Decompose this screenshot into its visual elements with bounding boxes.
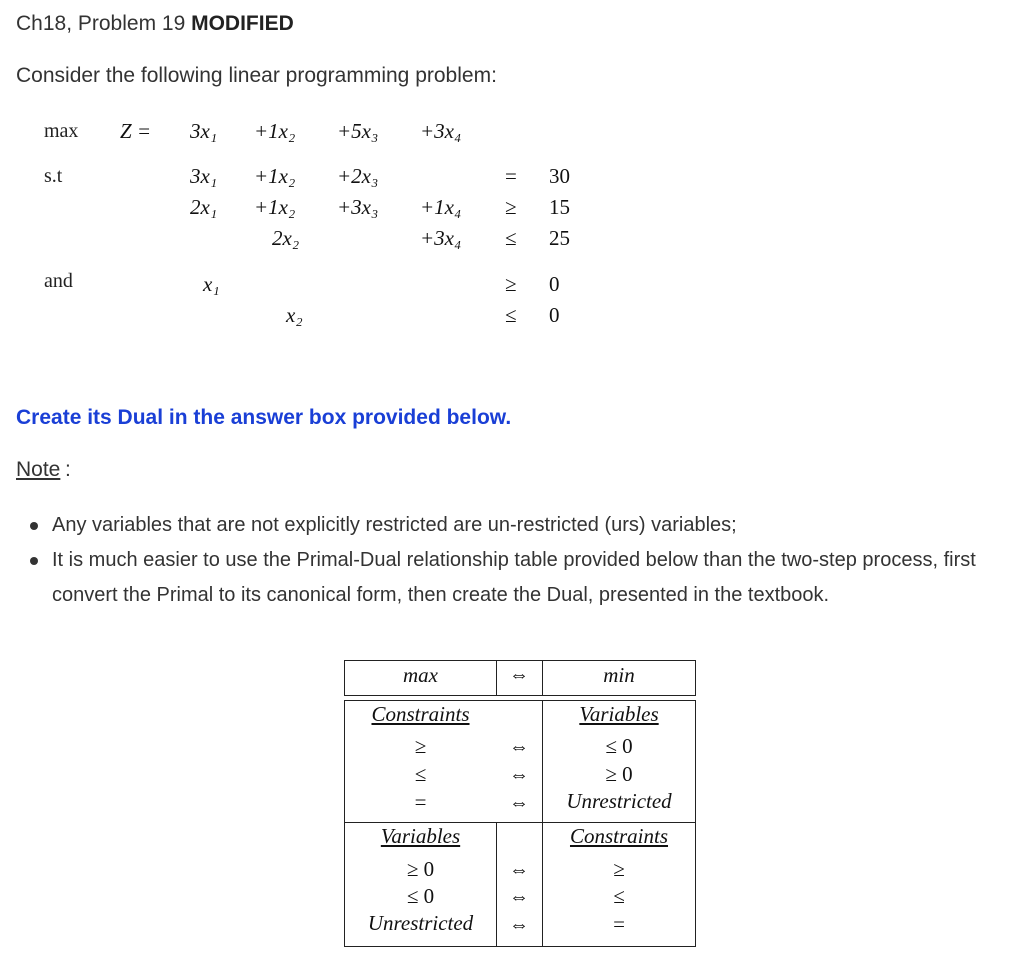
bullet-text: It is much easier to use the Primal-Dual relationship table provided below than the two-step process, first convert the Primal to its canonical form, then create the Dual, presented in the textbook. [52, 549, 976, 606]
sign-var: x₁ [203, 272, 220, 296]
section-title-constraints: Constraints [569, 824, 669, 848]
z-label: Z = [120, 119, 152, 143]
header-equivalence-icon: ⇔ [509, 664, 529, 686]
min-sign: ≤ 0 [605, 734, 633, 758]
constraint-term: +3x₄ [420, 226, 462, 250]
sign-rhs: 0 [549, 272, 560, 296]
max-sign: ≥ 0 [406, 857, 435, 881]
title-modified: MODIFIED [191, 12, 294, 35]
bullet-icon [30, 557, 38, 565]
max-relation: ≥ [414, 734, 427, 758]
objective-term: 3x₁ [190, 119, 218, 143]
objective-term: +5x₃ [337, 119, 379, 143]
constraint-term: +3x₃ [337, 195, 379, 219]
sign-relation: ≥ [505, 272, 517, 296]
objective-term: +1x₂ [254, 119, 296, 143]
equivalence-icon: ⇔ [509, 736, 529, 758]
problem-title [16, 12, 294, 36]
equivalence-icon: ⇔ [509, 859, 529, 881]
title-text: Ch18, Problem 19 [16, 12, 192, 35]
instruction-text: Create its Dual in the answer box provided below. [16, 406, 512, 429]
constraint-term: 2x₁ [190, 195, 218, 219]
bullet-text: Any variables that are not explicitly restricted are un-restricted (urs) variables; [52, 514, 737, 536]
constraint-term: 2x₂ [272, 226, 300, 250]
section-title-variables: Variables [579, 702, 659, 726]
objective-term: +3x₄ [420, 119, 462, 143]
note-label: Note [16, 458, 61, 481]
max-sign: Unrestricted [367, 911, 474, 935]
sign-var: x₂ [286, 303, 303, 327]
max-relation: ≤ [414, 762, 427, 786]
constraint-term: +1x₂ [254, 164, 296, 188]
intro-text: Consider the following linear programming problem: [16, 64, 497, 87]
equivalence-icon: ⇔ [509, 886, 529, 908]
min-sign: Unrestricted [566, 789, 672, 813]
max-relation: = [414, 790, 427, 814]
min-sign: ≥ 0 [605, 762, 633, 786]
constraint-term: 3x₁ [190, 164, 218, 188]
note-bullets [30, 508, 990, 613]
constraint-rhs: 15 [549, 195, 570, 219]
note-colon: : [65, 458, 71, 481]
constraint-relation: ≤ [505, 226, 517, 250]
table-divider [344, 822, 696, 823]
section-title-constraints: Constraints [371, 702, 470, 726]
sign-rhs: 0 [549, 303, 560, 327]
and-label: and [44, 270, 73, 292]
equivalence-icon: ⇔ [509, 764, 529, 786]
table-divider [496, 822, 497, 947]
sign-relation: ≤ [505, 303, 517, 327]
section-title-variables: Variables [380, 824, 461, 848]
header-max: max [403, 663, 438, 687]
bullet-icon [30, 522, 38, 530]
constraint-term: +1x₂ [254, 195, 296, 219]
list-item [30, 508, 990, 543]
constraint-rhs: 30 [549, 164, 570, 188]
equivalence-icon: ⇔ [509, 792, 529, 814]
min-relation: ≤ [613, 884, 625, 908]
constraint-term: +2x₃ [337, 164, 379, 188]
st-label: s.t [44, 165, 63, 187]
constraint-relation: = [505, 164, 517, 188]
min-relation: = [613, 912, 625, 936]
header-min: min [603, 663, 635, 687]
constraint-rhs: 25 [549, 226, 570, 250]
constraint-term: +1x₄ [420, 195, 462, 219]
max-sign: ≤ 0 [406, 884, 435, 908]
list-item [30, 543, 990, 613]
max-label: max [44, 120, 79, 142]
min-relation: ≥ [613, 857, 625, 881]
equivalence-icon: ⇔ [509, 914, 529, 936]
constraint-relation: ≥ [505, 195, 517, 219]
table-divider [496, 660, 497, 696]
